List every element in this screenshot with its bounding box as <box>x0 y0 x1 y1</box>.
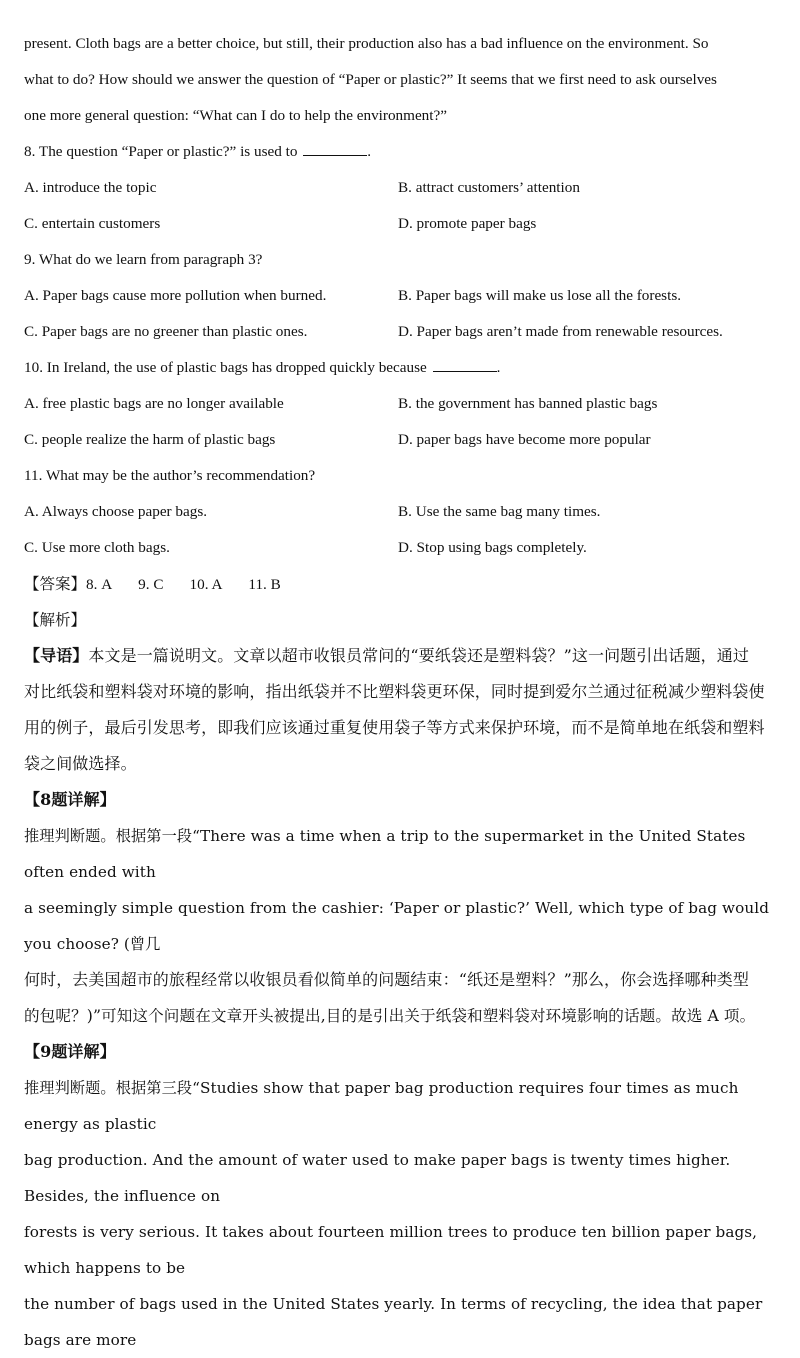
detail-line: a seemingly simple question from the cashier: ‘Paper or plastic?’ Well, which type of bag would you choose? (曾几 <box>24 899 770 953</box>
detail-line: 推理判断题。根据第三段“Studies show that paper bag production requires four times as much energy as plastic <box>24 1079 739 1133</box>
guide-label: 【导语】 <box>24 646 89 665</box>
option-row <box>24 314 780 350</box>
question-stem: 9. What do we learn from paragraph 3? <box>24 251 263 268</box>
answer-9: 9. C <box>138 576 164 593</box>
option-a[interactable]: A. introduce the topic <box>24 179 157 196</box>
q8-detail-section <box>24 782 780 1034</box>
option-b[interactable]: B. Paper bags will make us lose all the forests. <box>398 287 682 304</box>
question-11 <box>24 458 780 566</box>
answer-11: 11. B <box>248 576 281 593</box>
option-c[interactable]: C. entertain customers <box>24 215 161 232</box>
option-a[interactable]: A. Always choose paper bags. <box>24 503 208 520</box>
guide-section <box>24 638 780 782</box>
option-a[interactable]: A. free plastic bags are no longer available <box>24 395 284 412</box>
option-row <box>24 386 780 422</box>
option-d[interactable]: D. paper bags have become more popular <box>398 431 651 448</box>
guide-line: 【导语】本文是一篇说明文。文章以超市收银员常问的“要纸袋还是塑料袋？”这一问题引出话题，通过 <box>24 646 749 665</box>
q9-detail-label: 【9题详解】 <box>24 1042 116 1061</box>
option-d[interactable]: D. Paper bags aren’t made from renewable resources. <box>398 323 723 340</box>
detail-line: 的包呢？)”可知这个问题在文章开头被提出,目的是引出关于纸袋和塑料袋对环境影响的话题。故选 A 项。 <box>24 1007 756 1025</box>
question-9 <box>24 242 780 350</box>
option-row <box>24 494 780 530</box>
option-a[interactable]: A. Paper bags cause more pollution when burned. <box>24 287 327 304</box>
detail-line: 何时，去美国超市的旅程经常以收银员看似简单的问题结束：“纸还是塑料？”那么，你会选择哪种类型 <box>24 970 749 989</box>
answer-10: 10. A <box>189 576 223 593</box>
detail-line: 推理判断题。根据第一段“There was a time when a trip to the supermarket in the United States often ended with <box>24 827 746 881</box>
text-line: present. Cloth bags are a better choice, but still, their production also has a bad influence on the environment. So <box>24 35 709 52</box>
option-d[interactable]: D. promote paper bags <box>398 215 537 232</box>
answer-blank <box>433 357 497 372</box>
option-row <box>24 206 780 242</box>
answer-8: 8. A <box>86 576 113 593</box>
question-stem: 11. What may be the author’s recommendation? <box>24 467 316 484</box>
option-row <box>24 278 780 314</box>
question-stem: 10. In Ireland, the use of plastic bags has dropped quickly because . <box>24 359 501 376</box>
intro-paragraph <box>24 26 780 134</box>
guide-line: 对比纸袋和塑料袋对环境的影响，指出纸袋并不比塑料袋更环保，同时提到爱尔兰通过征税减少塑料袋使 <box>24 682 765 701</box>
option-c[interactable]: C. Use more cloth bags. <box>24 539 170 556</box>
answer-blank <box>303 141 367 156</box>
document-page <box>24 26 780 1358</box>
question-8 <box>24 134 780 242</box>
q8-detail-label: 【8题详解】 <box>24 790 116 809</box>
guide-line: 用的例子，最后引发思考，即我们应该通过重复使用袋子等方式来保护环境，而不是简单地在纸袋和塑料 <box>24 718 765 737</box>
option-b[interactable]: B. Use the same bag many times. <box>398 503 601 520</box>
option-c[interactable]: C. Paper bags are no greener than plastic ones. <box>24 323 308 340</box>
text-line: one more general question: “What can I do to help the environment?” <box>24 107 447 124</box>
option-d[interactable]: D. Stop using bags completely. <box>398 539 587 556</box>
option-b[interactable]: B. attract customers’ attention <box>398 179 580 196</box>
answer-label: 【答案】 <box>24 575 87 593</box>
guide-line: 袋之间做选择。 <box>24 754 137 773</box>
detail-line: bag production. And the amount of water used to make paper bags is twenty times higher. Besides, the influence on <box>24 1151 731 1205</box>
q9-detail-section <box>24 1034 780 1358</box>
question-stem: 8. The question “Paper or plastic?” is used to . <box>24 143 372 160</box>
option-row <box>24 530 780 566</box>
answer-key <box>24 566 780 602</box>
option-row <box>24 170 780 206</box>
analysis-label: 【解析】 <box>24 611 87 629</box>
option-b[interactable]: B. the government has banned plastic bags <box>398 395 658 412</box>
option-row <box>24 422 780 458</box>
option-c[interactable]: C. people realize the harm of plastic bags <box>24 431 276 448</box>
question-10 <box>24 350 780 458</box>
detail-line: the number of bags used in the United States yearly. In terms of recycling, the idea that paper bags are more <box>24 1295 763 1349</box>
detail-line: forests is very serious. It takes about fourteen million trees to produce ten billion paper bags, which happens to be <box>24 1223 758 1277</box>
text-line: what to do? How should we answer the question of “Paper or plastic?” It seems that we first need to ask ourselves <box>24 71 717 88</box>
